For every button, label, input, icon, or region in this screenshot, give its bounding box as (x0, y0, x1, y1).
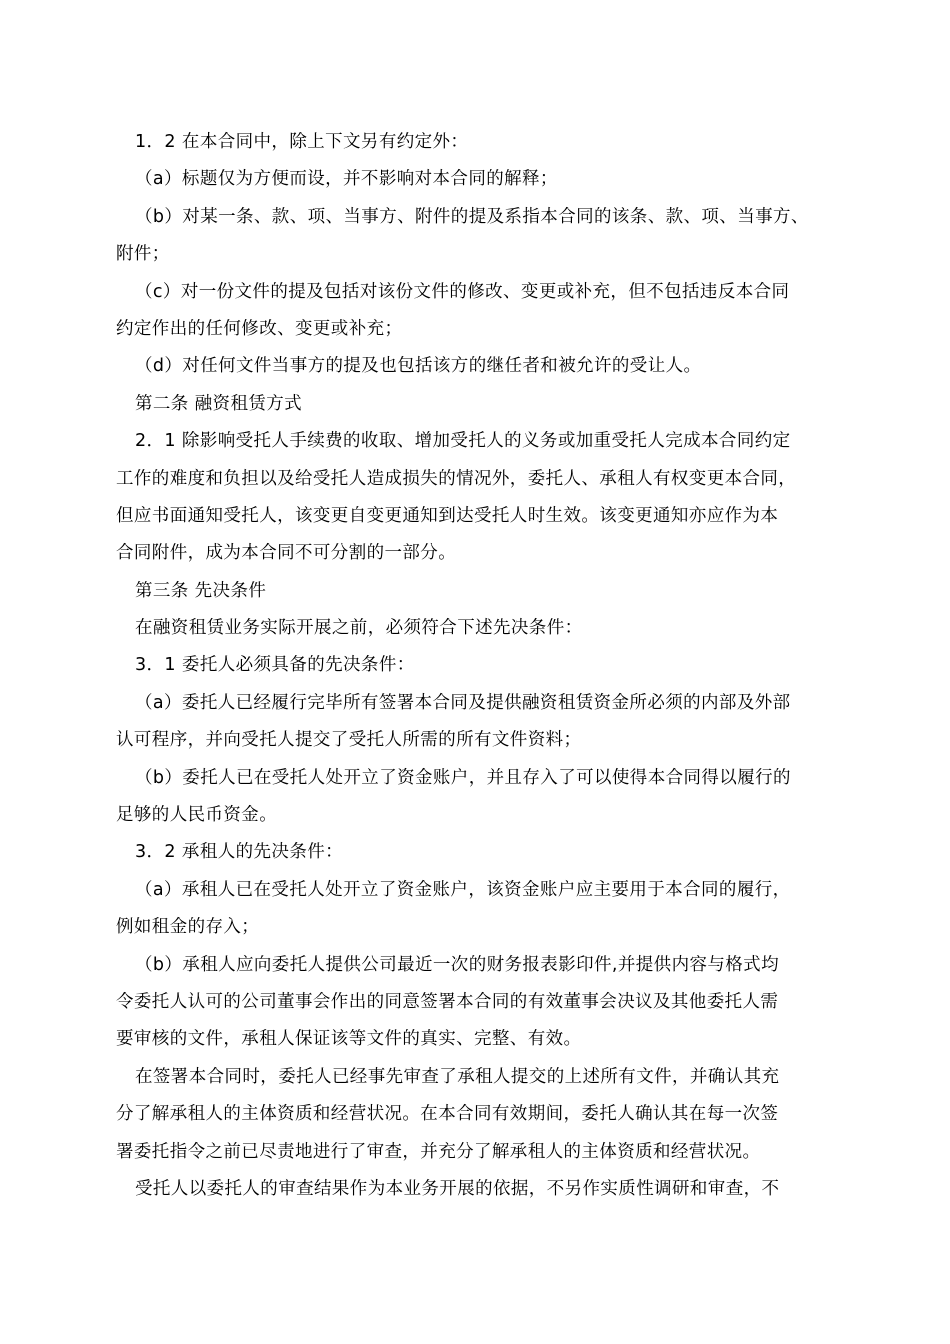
document-text-line: 要审核的文件，承租人保证该等文件的真实、完整、有效。 (116, 1029, 582, 1050)
document-text-line: 第二条 融资租赁方式 (135, 393, 303, 414)
document-text-line: 认可程序，并向受托人提交了受托人所需的所有文件资料； (116, 730, 582, 751)
document-text-line: 署委托指令之前已尽责地进行了审查，并充分了解承租人的主体资质和经营状况。 (116, 1141, 761, 1162)
document-text-line: 3．1 委托人必须具备的先决条件： (135, 655, 415, 676)
document-text-line: 但应书面通知受托人，该变更自变更通知到达受托人时生效。该变更通知亦应作为本 (116, 505, 779, 526)
document-text-line: 约定作出的任何修改、变更或补充； (116, 318, 403, 339)
document-text-line: 分了解承租人的主体资质和经营状况。在本合同有效期间，委托人确认其在每一次签 (116, 1104, 779, 1125)
document-text-line: 合同附件，成为本合同不可分割的一部分。 (116, 543, 457, 564)
document-text-line: 足够的人民币资金。 (116, 805, 278, 826)
document-text-line: （c）对一份文件的提及包括对该份文件的修改、变更或补充，但不包括违反本合同 (135, 281, 790, 302)
document-text-line: （b）委托人已在受托人处开立了资金账户，并且存入了可以使得本合同得以履行的 (135, 767, 791, 788)
document-text-line: （d）对任何文件当事方的提及也包括该方的继任者和被允许的受让人。 (135, 356, 702, 377)
document-text-line: 附件； (116, 244, 170, 265)
document-text-line: （a）承租人已在受托人处开立了资金账户，该资金账户应主要用于本合同的履行， (135, 879, 791, 900)
document-text-line: 在融资租赁业务实际开展之前，必须符合下述先决条件： (135, 618, 583, 639)
document-body (116, 124, 838, 1208)
document-text-line: （a）委托人已经履行完毕所有签署本合同及提供融资租赁资金所必须的内部及外部 (135, 692, 791, 713)
document-text-line: 例如租金的存入； (116, 917, 260, 938)
document-text-line: 第三条 先决条件 (135, 580, 267, 601)
document-text-line: 在签署本合同时，委托人已经事先审查了承租人提交的上述所有文件，并确认其充 (135, 1066, 780, 1087)
document-text-line: （a）标题仅为方便而设，并不影响对本合同的解释； (135, 169, 558, 190)
document-text-line: 令委托人认可的公司董事会作出的同意签署本合同的有效董事会决议及其他委托人需 (116, 991, 779, 1012)
document-text-line: （b）对某一条、款、项、当事方、附件的提及系指本合同的该条、款、项、当事方、 (135, 206, 809, 227)
document-text-line: 受托人以委托人的审查结果作为本业务开展的依据，不另作实质性调研和审查，不 (135, 1178, 780, 1199)
document-text-line: 3．2 承租人的先决条件： (135, 842, 344, 863)
document-text-line: （b）承租人应向委托人提供公司最近一次的财务报表影印件,并提供内容与格式均 (135, 954, 779, 975)
document-text-line: 2．1 除影响受托人手续费的收取、增加受托人的义务或加重受托人完成本合同约定 (135, 431, 791, 452)
document-text-line: 1．2 在本合同中，除上下文另有约定外： (135, 132, 469, 152)
document-text-line: 工作的难度和负担以及给受托人造成损失的情况外，委托人、承租人有权变更本合同， (116, 468, 797, 489)
